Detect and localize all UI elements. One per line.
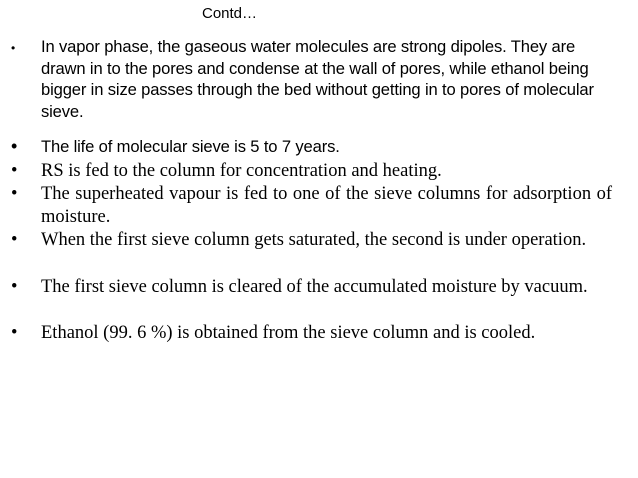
bullet-text: The first sieve column is cleared of the accumulated moisture by vacuum. bbox=[41, 277, 588, 297]
bullet-text: The life of molecular sieve is 5 to 7 years. bbox=[41, 137, 340, 156]
bullet-marker: • bbox=[11, 184, 18, 204]
bullet-text: The superheated vapour is fed to one of the sieve columns for adsorption of moisture. bbox=[41, 184, 612, 227]
bullet-text: In vapor phase, the gaseous water molecules are strong dipoles. They are drawn in to the pores and condense at the wall of pores, while ethanol being bigger in size passes through the bed without getting in to pores of molecular sieve. bbox=[41, 37, 594, 121]
bullet-marker: • bbox=[11, 41, 16, 55]
slide-heading: Contd… bbox=[202, 5, 258, 22]
bullet-text: When the first sieve column gets saturated, the second is under operation. bbox=[41, 230, 587, 250]
bullet-marker: • bbox=[11, 230, 18, 250]
bullet-marker: • bbox=[11, 277, 18, 297]
bullet-text: RS is fed to the column for concentration and heating. bbox=[41, 161, 442, 181]
bullet-marker: • bbox=[11, 161, 18, 181]
bullet-marker: • bbox=[11, 136, 18, 156]
bullet-marker: • bbox=[11, 323, 18, 343]
bullet-text: Ethanol (99. 6 %) is obtained from the sieve column and is cooled. bbox=[41, 323, 536, 343]
